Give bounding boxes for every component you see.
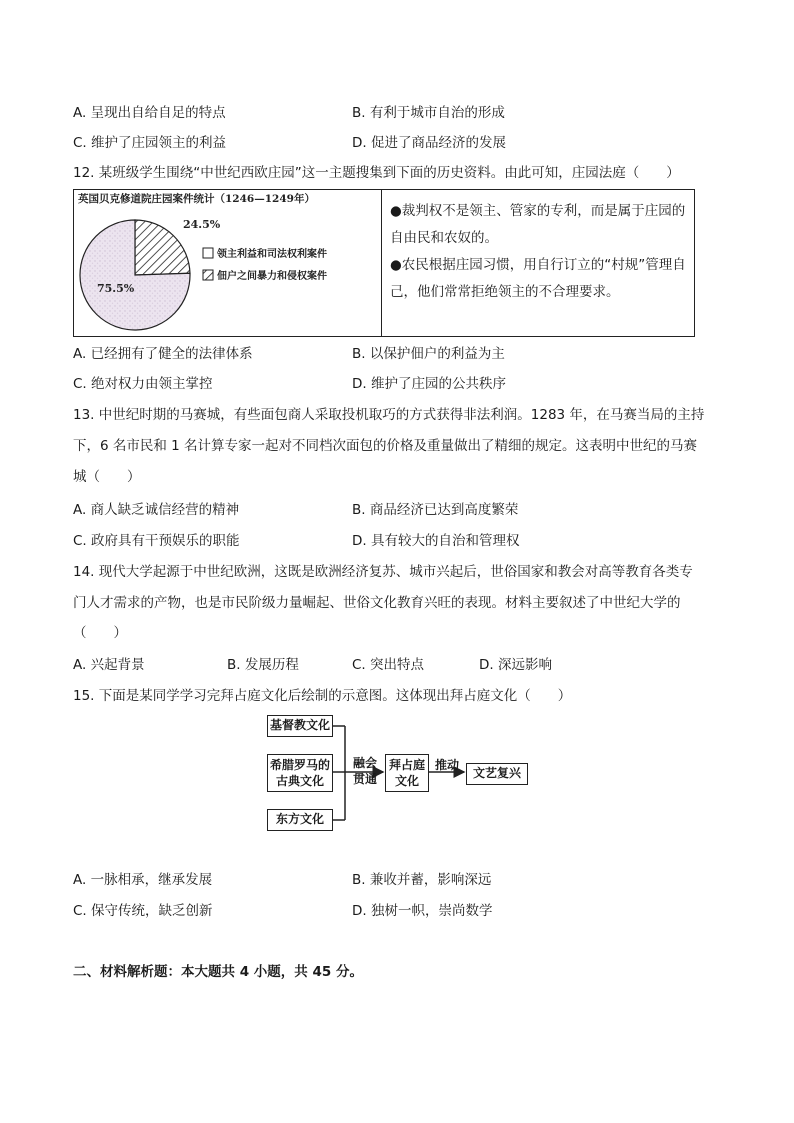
q12-option-a: A. 已经拥有了健全的法律体系: [73, 346, 253, 362]
pie-label-owner-cases: 75.5%: [97, 282, 135, 295]
q14-stem-line2: 门人才需求的产物，也是市民阶级力量崛起、世俗文化教育兴旺的表现。材料主要叙述了中世纪大学的: [73, 595, 681, 611]
box-renaissance-label: 文艺复兴: [472, 766, 521, 780]
q12-option-d: D. 维护了庄园的公共秩序: [352, 376, 506, 392]
label-push: 推动: [434, 758, 459, 772]
legend-label-tenant: 佃户之间暴力和侵权案件: [217, 271, 327, 282]
q14-stem-line1: 14. 现代大学起源于中世纪欧洲，这既是欧洲经济复苏、城市兴起后，世俗国家和教会对高等教育各类专: [73, 564, 693, 580]
label-merge-2: 贯通: [352, 772, 377, 786]
q12-material-table: [73, 189, 695, 337]
q13-option-c: C. 政府具有干预娱乐的职能: [73, 533, 240, 549]
box-byzantine-label-1: 拜占庭: [388, 758, 425, 772]
q13-option-a: A. 商人缺乏诚信经营的精神: [73, 502, 240, 518]
q12-pie-chart: [74, 190, 380, 336]
q15-option-a: A. 一脉相承，继承发展: [73, 872, 213, 888]
material-point-2: ●农民根据庄园习惯，用自行订立的“村规”管理自己，他们常常拒绝领主的不合理要求。: [390, 257, 686, 300]
chart-title: 英国贝克修道院庄园案件统计（1246—1249年）: [78, 193, 315, 205]
material-point-1: ●裁判权不是领主、管家的专利，而是属于庄园的自由民和农奴的。: [390, 203, 686, 246]
q15-stem: 15. 下面是某同学学习完拜占庭文化后绘制的示意图。这体现出拜占庭文化（ ）: [73, 688, 572, 704]
q14-stem-line3: （ ）: [73, 625, 127, 641]
pie-slice-tenant-cases: [135, 220, 190, 275]
q14-option-a: A. 兴起背景: [73, 657, 145, 673]
legend-swatch-tenant: [203, 270, 213, 280]
box-renaissance: [466, 763, 528, 785]
q12-option-b: B. 以保护佃户的利益为主: [352, 346, 505, 362]
q11-option-a: A. 呈现出自给自足的特点: [73, 105, 226, 121]
q13-stem-line3: 城（ ）: [73, 469, 141, 485]
q12-stem: 12. 某班级学生围绕“中世纪西欧庄园”这一主题搜集到下面的历史资料。由此可知，庄园法庭（ ）: [73, 165, 680, 181]
box-greek-roman-label-2: 古典文化: [275, 774, 324, 788]
q15-option-c: C. 保守传统，缺乏创新: [73, 903, 213, 919]
legend-label-owner: 领主利益和司法权利案件: [217, 249, 327, 260]
q13-option-d: D. 具有较大的自治和管理权: [352, 533, 520, 549]
q13-stem-line2: 下，6 名市民和 1 名计算专家一起对不同档次面包的价格及重量做出了精细的规定。这表明中世纪的马赛: [73, 438, 698, 454]
box-byzantine-label-2: 文化: [394, 774, 419, 788]
q11-option-d: D. 促进了商品经济的发展: [352, 135, 506, 151]
q13-stem-line1: 13. 中世纪时期的马赛城，有些面包商人采取投机取巧的方式获得非法利润。1283 年，在马赛当局的主持: [73, 407, 705, 423]
table-divider: [381, 190, 382, 336]
box-christian-culture: [267, 715, 333, 737]
box-greek-roman-label-1: 希腊罗马的: [269, 758, 330, 772]
q12-text-material: [390, 198, 690, 306]
label-merge-1: 融会: [352, 756, 377, 770]
q15-option-b: B. 兼收并蓄，影响深远: [352, 872, 492, 888]
box-eastern-culture-label: 东方文化: [275, 812, 324, 826]
legend-swatch-owner: [203, 248, 213, 258]
label-merge: [351, 755, 379, 787]
q14-option-c: C. 突出特点: [352, 657, 425, 673]
q15-option-d: D. 独树一帜，崇尚数学: [352, 903, 493, 919]
q11-option-b: B. 有利于城市自治的形成: [352, 105, 505, 121]
pie-label-tenant-cases: 24.5%: [183, 218, 221, 231]
q14-option-b: B. 发展历程: [227, 657, 299, 673]
q11-option-c: C. 维护了庄园领主的利益: [73, 135, 227, 151]
box-byzantine-culture: [385, 754, 429, 792]
box-greek-roman-culture: [267, 754, 333, 792]
section-2-heading: 二、材料解析题：本大题共 4 小题，共 45 分。: [73, 964, 363, 980]
q12-option-c: C. 绝对权力由领主掌控: [73, 376, 213, 392]
q13-option-b: B. 商品经济已达到高度繁荣: [352, 502, 519, 518]
q14-option-d: D. 深远影响: [479, 657, 552, 673]
box-eastern-culture: [267, 809, 333, 831]
box-christian-culture-label: 基督教文化: [269, 718, 330, 732]
